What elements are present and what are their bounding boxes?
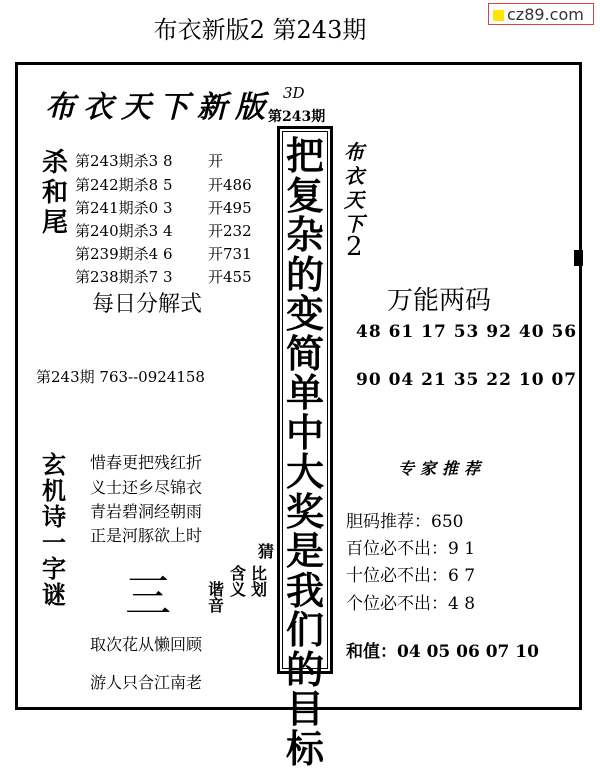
right-brand-char: 衣 — [344, 164, 364, 188]
riddle-tag-char: 谐 — [208, 580, 225, 599]
riddle-tag-char: 含 — [230, 564, 247, 583]
center-slogan — [277, 133, 333, 771]
riddle-tag-col — [208, 582, 224, 614]
kill-row — [75, 150, 224, 171]
hundreds-exclude: 百位必不出：9 1 — [346, 539, 476, 559]
logo-square-icon — [493, 10, 504, 21]
brand-issue: 第243期 — [268, 109, 326, 125]
kill-row — [75, 174, 252, 195]
expert-title: 专家推荐 — [398, 459, 487, 478]
kill-row-issue: 第241期杀0 3 — [75, 199, 173, 217]
right-brand-number: 2 — [346, 232, 363, 262]
kill-tail-label — [42, 148, 68, 238]
kill-row — [75, 266, 252, 287]
riddle-tag-char: 音 — [208, 596, 225, 615]
kill-row — [75, 243, 252, 264]
slogan-char: 杂 — [285, 212, 324, 257]
slogan-char: 单 — [285, 370, 324, 415]
kill-row-open: 开486 — [208, 176, 252, 194]
riddle-tag-col — [230, 566, 246, 598]
riddle-label-char: 一 — [42, 528, 66, 557]
poem-line: 惜春更把残红折 — [90, 453, 203, 472]
riddle-tag-char: 划 — [251, 580, 268, 599]
kill-tail-label-char: 和 — [42, 178, 69, 208]
kill-row-open: 开232 — [208, 222, 252, 240]
dan-recommend: 胆码推荐：650 — [346, 512, 464, 532]
slogan-char: 大 — [285, 449, 324, 494]
riddle-label-char: 谜 — [42, 580, 66, 609]
issue-number-line: 第243期 763--0924158 — [36, 368, 205, 386]
riddle-label-char: 字 — [42, 554, 66, 583]
tens-exclude: 十位必不出：6 7 — [346, 566, 476, 586]
slogan-char: 目 — [285, 686, 324, 731]
kill-row-open: 开495 — [208, 199, 252, 217]
slogan-char: 标 — [285, 725, 324, 771]
slogan-char: 简 — [285, 330, 324, 376]
slogan-char: 中 — [285, 409, 324, 455]
poem-line: 义士还乡尽锦衣 — [90, 478, 203, 497]
kill-row — [75, 220, 252, 241]
two-codes-line: 90 04 21 35 22 10 07 — [356, 370, 578, 390]
right-brand-char: 布 — [344, 140, 364, 164]
poem-extra-line: 游人只合江南老 — [90, 673, 203, 692]
kill-row-issue: 第243期杀3 8 — [75, 152, 173, 170]
riddle-label — [42, 452, 66, 608]
right-brand-vertical — [344, 140, 364, 236]
kill-row-open: 开731 — [208, 245, 252, 263]
two-codes-title: 万能两码 — [387, 286, 492, 316]
ones-exclude: 个位必不出：4 8 — [346, 594, 476, 614]
kill-row-open: 开 — [208, 152, 224, 170]
riddle-answer: 三 — [125, 569, 171, 623]
kill-tail-label-char: 杀 — [42, 148, 69, 178]
poem-line: 青岩碧洞经朝雨 — [90, 502, 203, 521]
kill-row-issue: 第239期杀4 6 — [75, 245, 173, 263]
slogan-char: 的 — [285, 251, 324, 297]
sum-values: 和值：04 05 06 07 10 — [346, 642, 539, 662]
riddle-label-char: 玄 — [42, 450, 66, 479]
slogan-char: 我 — [285, 567, 324, 613]
riddle-tag-col — [258, 544, 274, 560]
slogan-char: 变 — [285, 291, 324, 336]
kill-row — [75, 197, 252, 218]
slogan-char: 是 — [285, 528, 324, 573]
riddle-tag-char: 比 — [251, 564, 268, 583]
brand-3d-label: 3D — [283, 84, 305, 102]
riddle-tag-char: 猜 — [258, 542, 275, 561]
slogan-char: 复 — [285, 172, 324, 218]
brand-title: 布衣天下新版 — [45, 90, 273, 125]
riddle-tag-char: 义 — [230, 580, 247, 599]
right-brand-char: 天 — [344, 188, 364, 212]
riddle-label-char: 机 — [42, 476, 66, 505]
slogan-char: 把 — [285, 133, 324, 178]
two-codes-line: 48 61 17 53 92 40 56 — [356, 322, 578, 342]
slogan-char: 的 — [285, 646, 324, 692]
frame-marker — [574, 250, 583, 266]
kill-row-issue: 第238期杀7 3 — [75, 268, 173, 286]
poem-line: 正是河豚欲上时 — [90, 526, 203, 545]
site-watermark[interactable] — [488, 3, 594, 25]
kill-row-open: 开455 — [208, 268, 252, 286]
kill-tail-label-char: 尾 — [42, 208, 69, 238]
slogan-char: 们 — [285, 607, 324, 652]
right-brand-char: 下 — [344, 212, 364, 236]
riddle-tag-col — [251, 566, 267, 598]
kill-row-issue: 第242期杀8 5 — [75, 176, 173, 194]
page-title: 布衣新版2 第243期 — [153, 16, 367, 44]
daily-breakdown-title: 每日分解式 — [92, 292, 203, 317]
riddle-label-char: 诗 — [42, 502, 66, 531]
kill-row-issue: 第240期杀3 4 — [75, 222, 173, 240]
poem-extra-line: 取次花从懒回顾 — [90, 635, 203, 654]
watermark-text: cz89.com — [507, 5, 584, 24]
slogan-char: 奖 — [285, 488, 324, 534]
